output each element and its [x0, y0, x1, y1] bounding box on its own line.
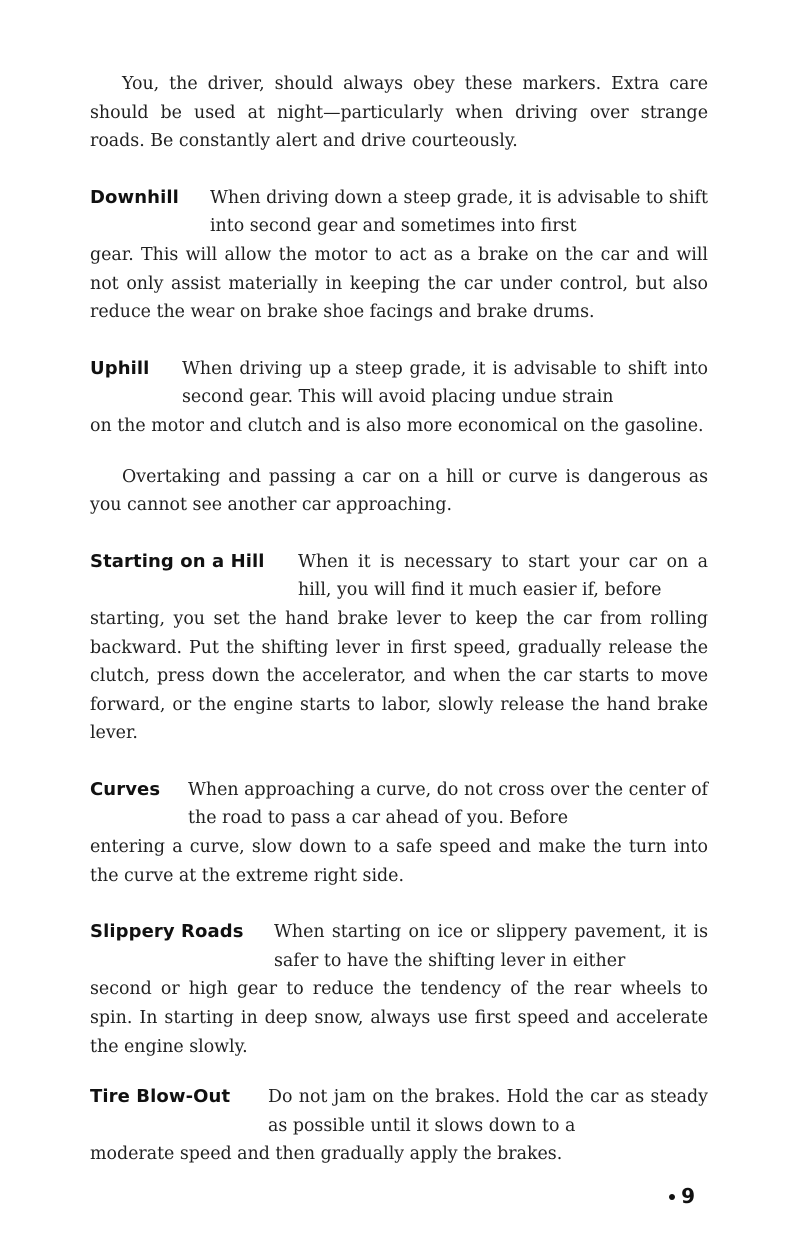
tire-body: moderate speed and then gradually apply the brakes.: [90, 1144, 563, 1165]
section-uphill-lead: [90, 355, 708, 412]
page-body: [90, 70, 708, 1169]
downhill-body: gear. This will allow the motor to act as a brake on the car and will not only assist materially in keeping the car under control, but also reduce the wear on brake shoe facings and brake drums.: [90, 244, 708, 323]
section-starting-lead: [90, 548, 708, 605]
slippery-body: second or high gear to reduce the tendency of the rear wheels to spin. In starting in deep snow, always use first speed and accelerate the engine slowly.: [90, 979, 708, 1057]
section-curves-lead: [90, 776, 708, 833]
page-number-value: 9: [681, 1184, 695, 1208]
section-uphill: [90, 355, 708, 441]
uphill-first-lines: When driving up a steep grade, it is advisable to shift into second gear. This will avoid placing undue strain: [182, 358, 708, 408]
starting-body: starting, you set the hand brake lever to keep the car from rolling backward. Put the shifting lever in first speed, gradually release the clutch, press down the accelerator, and when the car starts to move forward, or the engine starts to labor, slowly release the hand brake lever.: [90, 608, 708, 744]
section-slippery-roads: [90, 918, 708, 1061]
section-tire-blowout: [90, 1083, 708, 1169]
section-downhill: [90, 184, 708, 327]
section-downhill-lead: [90, 184, 708, 241]
heading-slippery-roads: Slippery Roads: [90, 921, 244, 943]
curves-body: entering a curve, slow down to a safe speed and make the turn into the curve at the extreme right side.: [90, 837, 708, 886]
section-tire-lead: [90, 1083, 708, 1140]
heading-tire-blowout: Tire Blow-Out: [90, 1086, 231, 1108]
heading-starting-on-hill: Starting on a Hill: [90, 550, 265, 572]
page-number: [669, 1184, 695, 1208]
heading-downhill: Downhill: [90, 186, 179, 208]
slippery-first-lines: When starting on ice or slippery pavement, it is safer to have the shifting lever in either: [274, 922, 708, 971]
uphill-body: on the motor and clutch and is also more economical on the gasoline.: [90, 415, 704, 436]
overtaking-paragraph: Overtaking and passing a car on a hill or curve is dangerous as you cannot see another car approaching.: [90, 466, 708, 516]
heading-curves: Curves: [90, 778, 161, 800]
heading-uphill: Uphill: [90, 357, 150, 379]
bullet-icon: [669, 1194, 675, 1200]
section-curves: [90, 776, 708, 890]
curves-first-lines: When approaching a curve, do not cross over the center of the road to pass a car ahead of you. Before: [188, 779, 708, 829]
intro-paragraph: You, the driver, should always obey these markers. Extra care should be used at night—particularly when driving over strange roads. Be constantly alert and drive courteously.: [90, 74, 708, 152]
section-starting-on-hill: [90, 548, 708, 748]
starting-first-lines: When it is necessary to start your car on a hill, you will find it much easier if, before: [298, 551, 708, 601]
tire-first-lines: Do not jam on the brakes. Hold the car as steady as possible until it slows down to a: [268, 1087, 708, 1136]
section-slippery-lead: [90, 918, 708, 975]
downhill-first-lines: When driving down a steep grade, it is advisable to shift into second gear and sometimes into first: [210, 187, 708, 237]
